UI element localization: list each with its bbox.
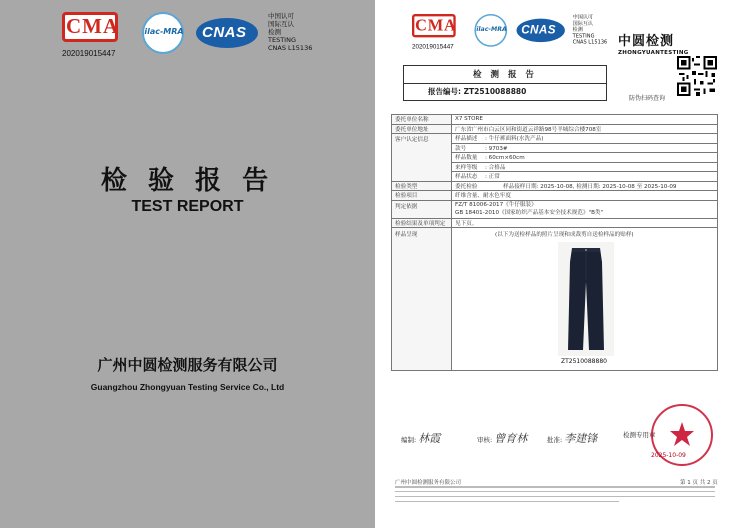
- sample-field-key: 样品数量: [455, 155, 478, 162]
- table-row: [392, 200, 718, 218]
- sample-field-sep: :: [485, 174, 489, 181]
- sample-field: [452, 153, 718, 163]
- report-info-table: [391, 114, 718, 371]
- result-label: 检验结果及单项判定: [392, 218, 452, 228]
- accreditation-line: 国际互认: [572, 20, 593, 27]
- cover-company-en: Guangzhou Zhongyuan Testing Service Co., Ltd: [90, 382, 285, 392]
- cma-logo: [412, 14, 457, 50]
- fine-print-line: [395, 486, 715, 488]
- sample-field-value: 合格品: [488, 164, 506, 171]
- footer-company: 广州中圆检测服务有限公司: [395, 480, 462, 486]
- sample-field-sep: :: [485, 145, 489, 152]
- footer-page-number: 第 1 页 共 2 页: [680, 480, 718, 486]
- ilac-logo-text: ilac-MRA: [144, 27, 184, 36]
- test-type-label: 检验类型: [392, 181, 452, 191]
- cnas-logo: [517, 14, 573, 47]
- accreditation-line: 中国认可: [572, 14, 593, 21]
- qr-code-icon[interactable]: [677, 56, 717, 96]
- sample-field-sep: :: [485, 136, 489, 143]
- prepared-label: 编制:: [401, 436, 417, 444]
- table-row: [392, 191, 718, 201]
- cnas-logo-text: CNAS: [521, 23, 556, 37]
- prepared-signature: 林霞: [418, 432, 441, 445]
- cover-title-en: TEST REPORT: [131, 198, 244, 215]
- report-certification-logos: [412, 14, 619, 50]
- accreditation-line: CNAS L15136: [268, 44, 313, 52]
- ilac-mra-logo: [138, 12, 188, 54]
- report-title-box: [403, 65, 607, 101]
- report-number: 报告编号: ZT2510088880: [428, 87, 527, 96]
- sample-field: [452, 134, 718, 144]
- sample-field-value: 9703#: [488, 145, 508, 152]
- test-type-value: [452, 181, 718, 191]
- sample-field: [452, 162, 718, 172]
- sample-field-key: 样品描述: [455, 136, 478, 143]
- cnas-logo: [196, 12, 268, 54]
- test-dates: 样品接样日期: 2025-10-08, 检测日期: 2025-10-08 至 2025-10-09: [503, 183, 677, 190]
- client-address-value: 广东省广州市白云区同和街道云祥路98号羊城综合楼708室: [452, 124, 718, 134]
- approved-signature: 李建锋: [564, 432, 598, 445]
- seal-label: 检测专用章: [623, 431, 656, 439]
- reviewed-by: [477, 430, 527, 446]
- basis-label: 判定依据: [392, 200, 452, 218]
- cma-logo-text: CMA: [415, 15, 457, 35]
- client-name-value: X7 STORE: [452, 115, 718, 125]
- table-row: [392, 228, 718, 371]
- ilac-mra-logo: [471, 14, 510, 47]
- sample-field-key: 款号: [455, 145, 467, 152]
- cover-title-cn: 检 验 报 告: [100, 166, 275, 196]
- sample-field-value: 正常: [488, 174, 500, 181]
- sample-photo-area: [455, 230, 714, 370]
- sample-field-key: 来样等级: [455, 164, 478, 171]
- cover-certification-logos: [62, 12, 328, 58]
- accreditation-line: 检测: [572, 26, 583, 33]
- cma-logo: [62, 12, 120, 58]
- table-row: [392, 134, 718, 144]
- cnas-logo-text: CNAS: [202, 24, 247, 41]
- cover-company-cn: 广州中圆检测服务有限公司: [97, 356, 278, 374]
- sample-photo-id: ZT2510088880: [561, 358, 607, 365]
- sample-photo-note: (以下为送检样品的照片呈现和成裁剪自送检样品的贴样): [495, 232, 634, 238]
- cma-number: 202019015447: [412, 42, 454, 50]
- seal-date: 2025-10-09: [651, 452, 686, 459]
- footer-fine-print: [395, 486, 715, 506]
- report-page: [375, 0, 750, 528]
- sample-field: [452, 172, 718, 182]
- approved-by: [547, 430, 597, 446]
- reviewed-label: 审核:: [477, 436, 493, 444]
- sample-field-value: 牛仔裤面料(水洗产品): [488, 136, 544, 143]
- accreditation-text: [268, 12, 328, 52]
- qr-caption: 防伪扫码查询: [629, 95, 666, 102]
- sample-photo-cell: [452, 228, 718, 371]
- test-type-text: 委托检验: [455, 183, 478, 190]
- sample-info-label: 客户认定信息: [392, 134, 452, 182]
- result-value: 见下页。: [452, 218, 718, 228]
- cma-logo-text: CMA: [66, 14, 120, 38]
- accreditation-line: CNAS L15136: [572, 38, 608, 46]
- accreditation-line: 中国认可: [268, 12, 294, 20]
- basis-line: GB 18401-2010《国家纺织产品基本安全技术规范》"B类": [455, 210, 604, 216]
- basis-line: FZ/T 81006-2017《牛仔服装》: [455, 201, 537, 208]
- sample-field-sep: :: [485, 164, 489, 171]
- sample-field-value: 60cm×60cm: [488, 155, 525, 162]
- cma-number: 202019015447: [62, 49, 116, 58]
- client-address-label: 委托单位地址: [392, 124, 452, 134]
- basis-value: [452, 200, 718, 218]
- test-items-value: 纤维含量、耐水色牢度: [452, 191, 718, 201]
- sample-field-key: 样品状态: [455, 174, 478, 181]
- jeans-sample-image: [558, 242, 614, 356]
- ilac-logo-text: ilac-MRA: [476, 25, 507, 33]
- accreditation-line: TESTING: [572, 32, 595, 39]
- sample-photo-label: 样品呈现: [392, 228, 452, 371]
- table-row: [392, 124, 718, 134]
- fine-print-line: [395, 496, 715, 498]
- table-row: [392, 218, 718, 228]
- client-name-label: 委托单位名称: [392, 115, 452, 125]
- accreditation-line: 国际互认: [268, 20, 294, 28]
- test-items-label: 检验项目: [392, 191, 452, 201]
- brand-name-cn: 中圆检测: [618, 34, 675, 49]
- prepared-by: [401, 430, 440, 446]
- fine-print-line: [395, 501, 619, 503]
- sample-field-sep: :: [485, 155, 489, 162]
- approved-label: 批准:: [547, 436, 563, 444]
- fine-print-line: [395, 491, 715, 493]
- reviewed-signature: 曾育林: [494, 432, 528, 445]
- report-title: 检 测 报 告: [404, 66, 606, 84]
- table-row: [392, 181, 718, 191]
- sample-field: [452, 143, 718, 153]
- brand-logo: [618, 30, 698, 56]
- brand-name-en: ZHONGYUANTESTING: [618, 50, 689, 56]
- accreditation-text: [573, 14, 620, 45]
- accreditation-line: 检测: [268, 28, 281, 36]
- accreditation-line: TESTING: [268, 36, 296, 44]
- table-row: [392, 115, 718, 125]
